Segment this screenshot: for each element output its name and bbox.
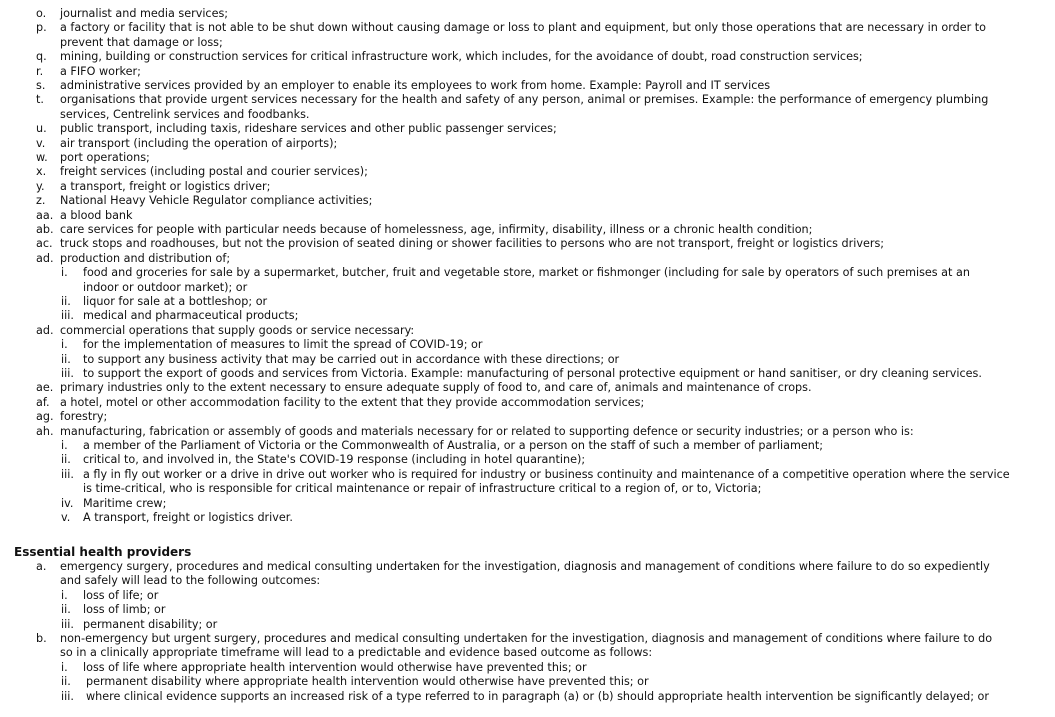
list-item-label: b.	[36, 632, 47, 645]
list-item-text: mining, building or construction services for critical infrastructure work, which includes, for the avoidance of doubt, road construction services;	[60, 50, 863, 64]
list-item-label: q.	[36, 50, 47, 64]
list-item-label: ad.	[36, 323, 54, 337]
list-item-text: air transport (including the operation of airports);	[60, 136, 338, 150]
list-item-text: port operations;	[60, 151, 150, 164]
list-item-label: ii.	[61, 453, 71, 467]
list-item-label: ii.	[61, 352, 71, 366]
list-item-text: for the implementation of measures to limit the spread of COVID-19; or	[83, 338, 483, 352]
list-item-text: forestry;	[60, 410, 108, 424]
list-item-text: indoor or outdoor market); or	[83, 280, 248, 294]
list-item-label: r.	[36, 64, 44, 78]
list-item-label: iii.	[61, 467, 74, 481]
list-item-label: i.	[61, 338, 68, 352]
list-item-text: journalist and media services;	[60, 7, 229, 20]
list-item-text: administrative services provided by an employer to enable its employees to work from home. Example: Payroll and IT services	[60, 79, 771, 92]
list-item-label: ae.	[36, 381, 54, 395]
list-item-label: iii.	[61, 309, 74, 323]
list-item-text: freight services (including postal and courier services);	[60, 165, 368, 179]
list-item-label: ag.	[36, 410, 54, 424]
list-item-text: prevent that damage or loss;	[60, 35, 223, 49]
list-item-text: critical to, and involved in, the State's COVID-19 response (including in hotel quarantine);	[83, 453, 586, 467]
list-item-label: i.	[61, 439, 68, 452]
list-item-text: National Heavy Vehicle Regulator compliance activities;	[60, 194, 373, 208]
list-item-text: a fly in fly out worker or a drive in drive out worker who is required for industry or business continuity and maintenance of a competitive operation where the service	[83, 467, 1010, 481]
list-item-text: a FIFO worker;	[60, 64, 141, 78]
list-item-text: so in a clinically appropriate timeframe will lead to a predictable and evidence based outcome as follows:	[60, 646, 653, 660]
list-item-label: ah.	[36, 424, 54, 438]
list-item-label: w.	[36, 151, 48, 164]
list-item-label: o.	[36, 7, 47, 20]
list-item-label: iii.	[61, 617, 74, 631]
list-item-label: i.	[61, 588, 68, 602]
list-item-text: A transport, freight or logistics driver.	[83, 511, 293, 524]
list-item-label: ii.	[61, 603, 71, 617]
list-item-label: af.	[36, 395, 50, 409]
list-item-text: primary industries only to the extent necessary to ensure adequate supply of food to, and care of, animals and maintenance of crops.	[60, 381, 812, 395]
list-item-text: permanent disability; or	[83, 617, 218, 631]
list-item-text: to support the export of goods and services from Victoria. Example: manufacturing of personal protective equipment or hand sanitiser, or dry cleaning services.	[83, 367, 982, 380]
list-item-label: u.	[36, 122, 47, 136]
list-item-text: loss of limb; or	[83, 603, 166, 617]
list-item-label: iii.	[61, 689, 74, 703]
list-item-label: p.	[36, 21, 47, 35]
list-item-label: a.	[36, 560, 47, 573]
list-item-label: ad.	[36, 251, 54, 265]
list-item-text: commercial operations that supply goods or service necessary:	[60, 323, 415, 337]
list-item-text: loss of life; or	[83, 588, 159, 602]
list-item-text: public transport, including taxis, rideshare services and other public passenger services;	[60, 122, 557, 136]
list-item-label: ac.	[36, 237, 53, 251]
list-item-label: ii.	[61, 295, 71, 308]
list-item-label: z.	[36, 194, 46, 208]
list-item-text: non-emergency but urgent surgery, procedures and medical consulting undertaken for the investigation, diagnosis and management of conditions where failure to do	[60, 632, 993, 645]
list-item-label: i.	[61, 660, 68, 674]
list-item-label: ab.	[36, 223, 54, 236]
list-item-label: y.	[36, 179, 45, 193]
list-item-label: v.	[36, 136, 46, 150]
list-item-label: t.	[36, 93, 44, 107]
list-item-text: organisations that provide urgent services necessary for the health and safety of any person, animal or premises. Example: the performance of emergency plumbing	[60, 93, 989, 107]
list-item-text: where clinical evidence supports an increased risk of a type referred to in paragraph (a) or (b) should appropriate health intervention be significantly delayed; or	[86, 689, 989, 703]
list-item-text: food and groceries for sale by a supermarket, butcher, fruit and vegetable store, market or fishmonger (including for sale by operators of such premises at an	[83, 266, 970, 280]
list-item-text: loss of life where appropriate health intervention would otherwise have prevented this; or	[83, 660, 587, 674]
list-item-label: iv.	[61, 496, 74, 510]
list-item-text: medical and pharmaceutical products;	[83, 309, 299, 323]
list-item-label: v.	[61, 511, 71, 524]
list-item-label: ii.	[61, 675, 71, 689]
list-item-text: is time-critical, who is responsible for critical maintenance or repair of infrastructure critical to a region of, or to, Victoria;	[83, 482, 762, 496]
list-item-text: a transport, freight or logistics driver;	[60, 179, 271, 193]
list-item-text: to support any business activity that may be carried out in accordance with these directions; or	[83, 352, 620, 366]
list-item-text: care services for people with particular needs because of homelessness, age, infirmity, disability, illness or a chronic health condition;	[60, 223, 813, 236]
list-item-text: a factory or facility that is not able to be shut down without causing damage or loss to plant and equipment, but only those operations that are necessary in order to	[60, 21, 986, 35]
list-item-text: production and distribution of;	[60, 251, 231, 265]
list-item-text: and safely will lead to the following outcomes:	[60, 574, 321, 588]
list-item-text: liquor for sale at a bottleshop; or	[83, 295, 268, 308]
list-item-text: a blood bank	[60, 208, 133, 222]
list-item-label: s.	[36, 79, 46, 92]
list-item-text: permanent disability where appropriate health intervention would otherwise have prevented this; or	[86, 675, 649, 689]
list-item-label: iii.	[61, 367, 74, 380]
list-item-label: x.	[36, 165, 47, 179]
list-item-text: a hotel, motel or other accommodation facility to the extent that they provide accommodation services;	[60, 395, 645, 409]
section-heading: Essential health providers	[14, 545, 192, 559]
list-item-text: a member of the Parliament of Victoria or the Commonwealth of Australia, or a person on the staff of such a member of parliament;	[83, 439, 824, 452]
list-item-text: emergency surgery, procedures and medical consulting undertaken for the investigation, diagnosis and management of conditions where failure to do so expediently	[60, 560, 990, 573]
list-item-text: manufacturing, fabrication or assembly of goods and materials necessary for or related to supporting defence or security industries; or a person who is:	[60, 424, 914, 438]
list-item-text: services, Centrelink services and foodbanks.	[60, 107, 310, 121]
list-item-text: Maritime crew;	[83, 496, 167, 510]
list-item-text: truck stops and roadhouses, but not the provision of seated dining or shower facilities to persons who are not transport, freight or logistics drivers;	[60, 237, 885, 251]
list-item-label: i.	[61, 266, 68, 280]
list-item-label: aa.	[36, 208, 54, 222]
